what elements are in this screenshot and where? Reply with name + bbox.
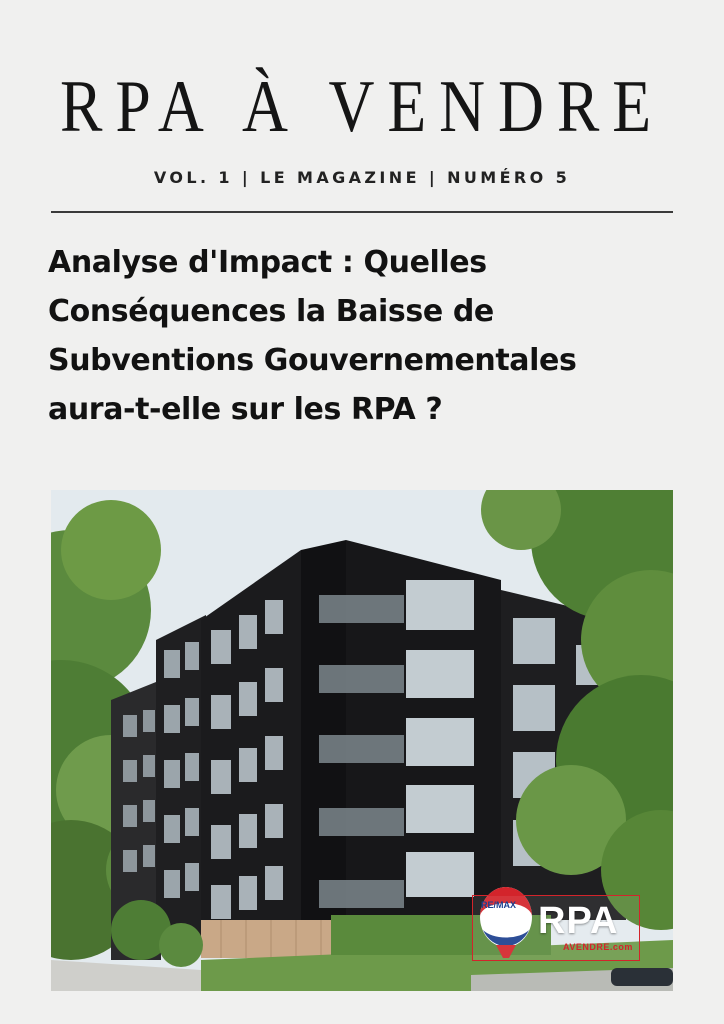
remax-brand-text: RE/MAX (481, 900, 517, 910)
logo-rpa-word: RPA (538, 900, 619, 942)
headline-line: Subventions Gouvernementales (48, 343, 577, 378)
divider-rule (51, 211, 673, 213)
cover-photo (51, 490, 673, 991)
logo-url-text: AVENDRE.com (563, 942, 633, 952)
headline-line: Analyse d'Impact : Quelles (48, 245, 487, 280)
headline-line: aura-t-elle sur les RPA ? (48, 392, 443, 427)
cover-headline (48, 238, 688, 434)
issue-subtitle: VOL. 1 | LE MAGAZINE | NUMÉRO 5 (153, 168, 571, 187)
headline-line: Conséquences la Baisse de (48, 294, 494, 329)
magazine-title: RPA À VENDRE (60, 66, 664, 148)
